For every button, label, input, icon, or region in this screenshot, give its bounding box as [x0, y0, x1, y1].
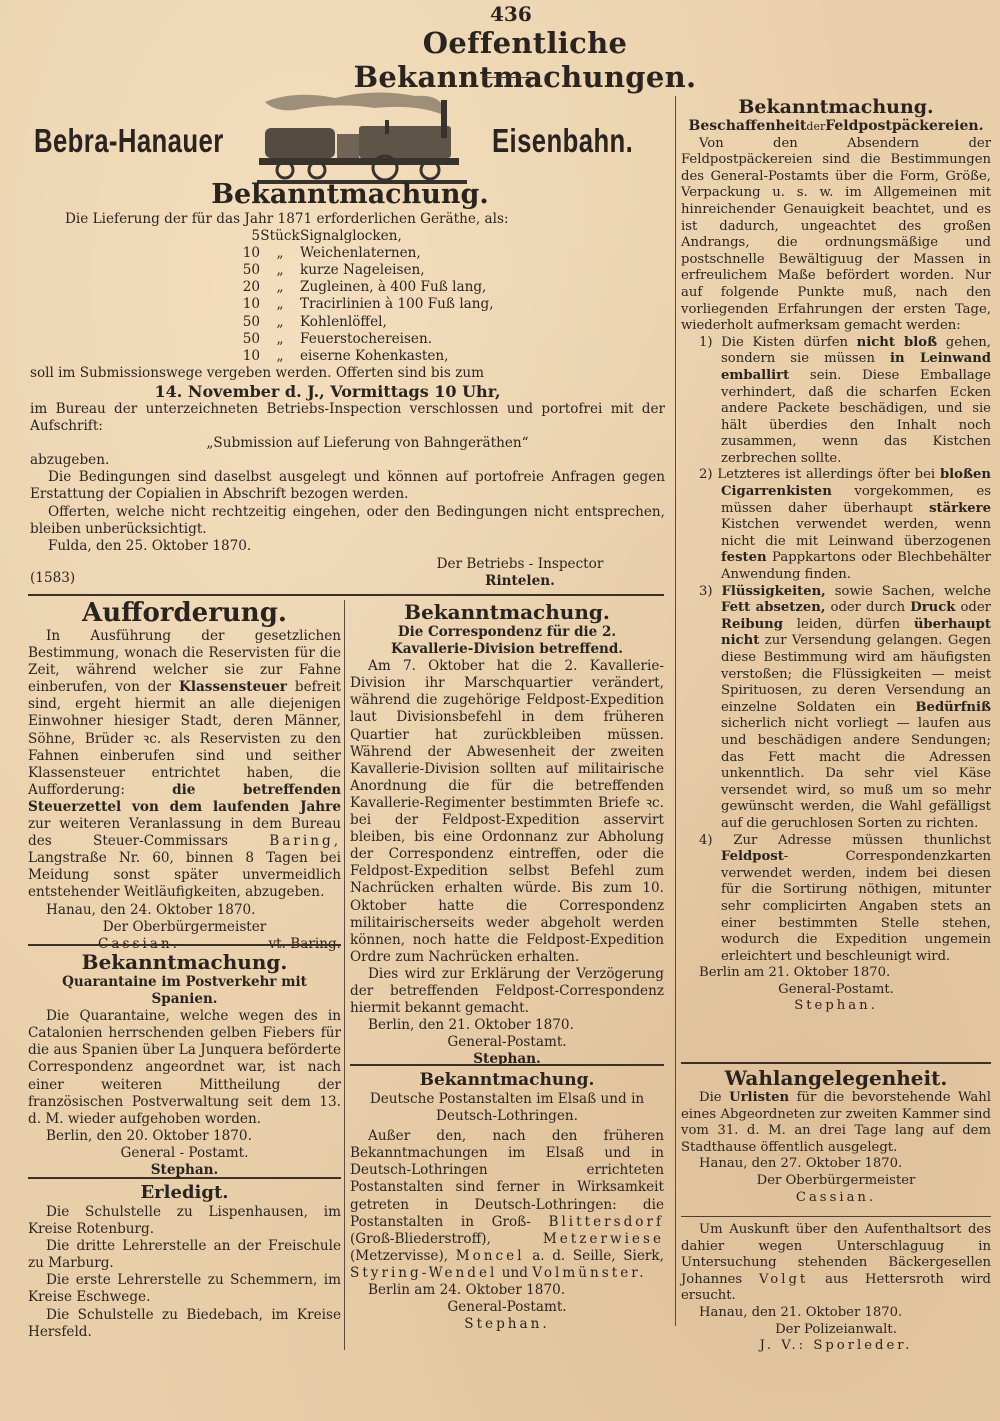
section-divider	[350, 1064, 664, 1066]
notice-date: Berlin, den 21. Oktober 1870.	[368, 1017, 574, 1034]
body-text: vorgekommen, es müssen daher überhaupt	[721, 484, 991, 516]
notice-heading: Bekanntmachung.	[419, 1070, 595, 1090]
signature-block	[400, 556, 640, 590]
notice-feldpost	[681, 96, 991, 1015]
item-quantity: 50	[242, 330, 260, 347]
page-title: Oeffentliche Bekanntmachungen.	[353, 26, 697, 94]
item-row	[220, 228, 665, 245]
point-number: 1)	[699, 334, 713, 350]
signer-name: Stephan.	[794, 998, 878, 1014]
signer-name: Stephan.	[473, 1051, 541, 1068]
emphasis-text: bloßen Cigarrenkisten	[721, 467, 991, 500]
body-text: Um Auskunft über den Aufenthaltsort des dahier wegen Unterschlaguug in Untersuchung stehenden Bäckergesellen Johannes	[681, 1222, 991, 1287]
notice-quarantaine	[28, 950, 341, 1179]
signer-title: General-Postamt.	[447, 1299, 567, 1316]
signer-title: General-Postamt.	[778, 981, 894, 997]
notice-heading: Wahlangelegenheit.	[724, 1066, 948, 1090]
item-quantity: 50	[242, 262, 260, 279]
place-name: Blittersdorf	[548, 1213, 664, 1230]
notice-subheading: Beschaffenheit	[688, 118, 807, 134]
notice-subheading: Quarantaine im Postverkehr mit Spanien.	[62, 974, 307, 1008]
body-text: In Ausführung der gesetzlichen Bestimmung, wonach die Reservisten für die Zeit, während welcher sie zur Fahne einberufen, von der	[28, 628, 341, 696]
section-divider	[681, 1062, 991, 1064]
body-text: sowie Sachen, welche	[834, 583, 991, 599]
point-2	[699, 467, 991, 583]
item-unit: „	[276, 347, 284, 364]
submission-line: soll im Submissionswege vergeben werden. Offerten sind bis zum	[30, 364, 485, 381]
person-name: Volgt	[759, 1271, 809, 1287]
body-text: und	[501, 1264, 528, 1281]
abzugeben-line: abzugeben.	[30, 452, 110, 469]
item-unit: „	[276, 262, 284, 279]
intro-line: Die Lieferung der für das Jahr 1871 erforderlichen Geräthe, als:	[65, 211, 509, 227]
emphasis-text: Druck	[910, 600, 956, 616]
item-quantity: 10	[242, 296, 260, 313]
point-number: 3)	[699, 583, 713, 599]
vacancy-item: Die Schulstelle zu Biedebach, im Kreise Hersfeld.	[28, 1306, 341, 1340]
column-divider-right	[675, 96, 676, 1326]
vacancy-item: Die erste Lehrerstelle zu Schemmern, im Kreise Eschwege.	[28, 1272, 341, 1306]
item-unit: „	[276, 279, 284, 296]
item-unit: Stück	[260, 228, 300, 245]
body-text: sein. Diese Emballage verhindert, daß die scharfen Ecken andere Packete beschädigen, und sie hält überdies den Inhalt noch zusammen, wenn das Kistchen zerbrechen sollte.	[721, 367, 991, 466]
notice-subheading: Deutsche Postanstalten im Elsaß und in Deutsch-Lothringen.	[369, 1091, 645, 1125]
body-text: sicherlich nicht vorliegt — laufen aus und beschädigen andere Sendungen; das Fett macht die Adressen unkenntlich. Da sehr viel Käse versendet wird, so muß um so mehr gewünscht werden, die Wahl gefälligst auf die geruchlosen Sorten zu richten.	[721, 716, 991, 831]
emphasis-text: Urlisten	[729, 1090, 790, 1105]
signer-deputy: vt. Baring.	[268, 935, 341, 952]
point-1	[699, 335, 991, 468]
emphasis-text: Flüssigkeiten,	[721, 583, 826, 599]
item-quantity: 5	[251, 228, 260, 245]
signer-title: General-Postamt.	[447, 1034, 567, 1051]
item-name: Kohlenlöffel,	[300, 313, 387, 330]
item-row	[220, 296, 665, 313]
notice-heading: Bekanntmachung.	[404, 600, 610, 624]
notice-heading: Bekanntmachung.	[738, 96, 934, 118]
item-row	[220, 262, 665, 279]
section-divider	[28, 944, 341, 946]
notice-erledigt	[28, 1182, 341, 1341]
item-list	[30, 228, 665, 365]
section-divider	[28, 594, 664, 596]
title-divider	[482, 77, 537, 78]
body-text: Letzteres ist allerdings öfter bei	[717, 467, 936, 483]
signer-name: Stephan.	[464, 1316, 550, 1333]
notice-heading: Bekanntmachung.	[211, 179, 489, 210]
notice-date: Fulda, den 25. Oktober 1870.	[48, 537, 252, 554]
notice-aufforderung	[28, 598, 341, 953]
notice-lothringen	[350, 1070, 664, 1333]
item-quantity: 50	[242, 313, 260, 330]
item-unit: „	[276, 245, 284, 262]
notice-kavallerie	[350, 600, 664, 1068]
subheading-article: der	[806, 120, 826, 133]
emphasis-text: Bedürfniß	[915, 699, 991, 715]
item-name: kurze Nageleisen,	[300, 262, 425, 279]
column-divider-middle	[344, 600, 345, 1350]
bureau-line: im Bureau der unterzeichneten Betriebs-Inspection verschlossen und portofrei mit der Aufschrift:	[30, 400, 665, 435]
emphasis-text: Fett absetzen,	[721, 600, 826, 616]
item-quantity: 20	[242, 279, 260, 296]
body-text: Zur Adresse müssen thunlichst	[733, 832, 991, 848]
item-name: Weichenlaternen,	[300, 245, 421, 262]
body-text: aus Hettersroth wird ersucht.	[681, 1271, 991, 1304]
locomotive-illustration	[255, 90, 470, 185]
body-text: Dies wird zur Erklärung der Verzögerung der betreffenden Feldpost-Correspondenz hiermit bekannt gemacht.	[350, 965, 664, 1017]
item-quantity: 10	[242, 245, 260, 262]
point-3	[699, 584, 991, 833]
emphasis-text: Klassensteuer	[179, 679, 287, 696]
emphasis-text: Feldpost	[721, 849, 784, 865]
emphasis-text: in Leinwand emballirt	[721, 351, 992, 383]
company-name-left: Bebra-Hanauer	[34, 122, 224, 159]
signer-title: Der Oberbürgermeister	[102, 918, 267, 935]
item-unit: „	[276, 330, 284, 347]
item-row	[220, 348, 665, 365]
notice-date: Berlin, den 20. Oktober 1870.	[46, 1127, 252, 1144]
page-number: 436	[490, 2, 532, 26]
signer-name: Cassian.	[98, 935, 180, 952]
body-text: Die Quarantaine, welche wegen des in Catalonien herrschenden gelben Fiebers für die aus Spanien über La Junquera beförderte Correspondenz angeordnet war, ist nach einer weiteren Mittheilung der französischen Postverwaltung seit dem 13. d. M. wieder aufgehoben worden.	[28, 1008, 341, 1127]
signer-title: Der Betriebs - Inspector	[436, 556, 604, 572]
place-name: Moncel	[455, 1247, 525, 1264]
item-unit: „	[276, 313, 284, 330]
item-name: Zugleinen, à 400 Fuß lang,	[300, 279, 487, 296]
notice-date: Berlin am 24. Oktober 1870.	[368, 1282, 566, 1299]
body-text: Die	[699, 1090, 722, 1105]
body-text: a. d. Seille, Sierk,	[532, 1247, 664, 1264]
emphasis-text: die betreffenden Steuerzettel von dem laufenden Jahre	[28, 781, 341, 815]
point-number: 4)	[699, 832, 713, 848]
notice-heading: Aufforderung.	[82, 598, 287, 628]
place-name: Volmünster.	[532, 1264, 647, 1281]
body-text: oder	[960, 600, 991, 616]
vacancy-item: Die Schulstelle zu Lispenhausen, im Kreise Rotenburg.	[28, 1204, 341, 1238]
signer-title: General - Postamt.	[120, 1144, 249, 1161]
emphasis-text: festen	[721, 550, 767, 566]
body-text: Am 7. Oktober hat die 2. Kavallerie-Division ihr Marschquartier verändert, während die zugehörige Feldpost-Expedition laut Divisionsbefehl in dem früheren Quartier hat zurückbleiben müssen. Während der Abwesenheit der zweiten Kavallerie-Division sollten auf militairische Anordnung die für die betreffenden Kavallerie-Regimenter bestimmten Briefe ꝛc. bei der Feldpost-Expedition asservirt bleiben, bis eine Ordonnanz zur Abholung der Correspondenz eintreffen, oder die Feldpost-Expedition selbst Befehl zum Nachrücken erhalten würde. Bis zum 10. Oktober hatte die Correspondenz militairischerseits weder abgeholt werden können, noch hatte die Feldpost-Expedition Ordre zum Nachrücken erhalten.	[350, 658, 664, 965]
body-text: Von den Absendern der Feldpostpäckereien sind die Bestimmungen des General-Postamts über die Form, Größe, Verpackung u. s. w. im Allgemeinen mit hinreichender Genauigkeit beachtet, und es ist dadurch, ungeachtet des großen Andrangs, die ordnungsmäßige und postschnelle Bewältiguug der Massen in erfreulichem Maße befördert worden. Nur auf folgende Punkte muß, nach den vorliegenden Erfahrungen der ersten Tage, wiederholt aufmerksam gemacht werden:	[681, 135, 991, 334]
notice-subheading: Die Correspondenz für die 2. Kavallerie-Division betreffend.	[391, 624, 623, 658]
body-text: Kistchen verwendet werden, wenn nicht die mit Leinwand überzogenen	[721, 517, 991, 549]
signer-name: Cassian.	[795, 1189, 877, 1205]
point-4	[699, 833, 991, 966]
signer-name: Stephan.	[150, 1162, 219, 1179]
notice-heading: Bekanntmachung.	[81, 950, 288, 974]
conditions-paragraph: Die Bedingungen sind daselbst ausgelegt und können auf portofreie Anfragen gegen Erstattung der Copialien in Abschrift bezogen werden.	[30, 469, 665, 503]
offers-paragraph: Offerten, welche nicht rechtzeitig eingehen, oder den Bedingungen nicht entsprechen, bleiben unberücksichtigt.	[30, 503, 665, 537]
notice-body	[30, 211, 665, 555]
place-name: Styring-Wendel	[350, 1264, 498, 1281]
body-text: oder durch	[830, 600, 906, 616]
section-divider	[681, 1216, 991, 1217]
item-row	[220, 245, 665, 262]
place-name: Metzerwiese	[542, 1230, 664, 1247]
item-unit: „	[276, 296, 284, 313]
body-text: für die bevorstehende Wahl eines Abgeordneten zur zweiten Kammer sind vom 31. d. M. an drei Tage lang auf dem Stadthause öffentlich ausgelegt.	[681, 1090, 992, 1155]
vacancy-list	[28, 1204, 341, 1341]
notice-date: Hanau, den 21. Oktober 1870.	[699, 1304, 903, 1320]
body-text: zur Versendung gelangen. Gegen diese Bestimmung wird am häufigsten verstoßen; die Flüssigkeiten — meist Spirituosen, zu deren Versendung an einzelne Soldaten ein	[721, 633, 991, 715]
signer-title: Der Oberbürgermeister	[756, 1172, 916, 1188]
item-name: Feuerstochereisen.	[300, 330, 433, 347]
deadline: 14. November d. J., Vormittags 10 Uhr,	[154, 381, 501, 401]
section-divider	[28, 1177, 341, 1179]
item-row	[220, 331, 665, 348]
item-row	[220, 279, 665, 296]
body-text: zur weiteren Veranlassung in dem Bureau des Steuer-Commissars	[28, 816, 341, 850]
emphasis-text: Reibung	[721, 616, 783, 632]
name-text: Baring,	[269, 833, 342, 850]
emphasis-text: überhaupt nicht	[721, 616, 991, 649]
company-name-right: Eisenbahn.	[492, 122, 634, 159]
body-text: Außer den, nach den früheren Bekanntmachungen im Elsaß und in Deutsch-Lothringen errichteten Postanstalten sind ferner in Wirksamkeit getreten in Deutsch-Lothringen: die Postanstalten in Groß-	[350, 1128, 664, 1230]
body-text: (Groß-Bliederstroff),	[350, 1230, 491, 1247]
notice-date: Hanau, den 24. Oktober 1870.	[46, 901, 256, 918]
item-quantity: 10	[242, 347, 260, 364]
item-name: Signalglocken,	[300, 228, 402, 245]
body-text: - Correspondenzkarten verwendet werden, indem bei diesen für die Sortirung nöthigen, mitunter sehr complicirten Angaben stets an einer bestimmten Stelle stehen, wodurch die Expedition ungemein erleichtert und beschleunigt wird.	[721, 849, 991, 964]
vacancy-item: Die dritte Lehrerstelle an der Freischule zu Marburg.	[28, 1238, 341, 1272]
notice-wahl	[681, 1066, 991, 1206]
emphasis-text: nicht bloß	[856, 334, 938, 350]
signer-name: Rintelen.	[485, 573, 555, 590]
point-number: 2)	[699, 467, 713, 483]
body-text: Langstraße Nr. 60, binnen 8 Tagen bei Meidung sonst später unvermeidlich entstehender Weitläufigkeiten, abzugeben.	[28, 850, 341, 901]
notice-date: Hanau, den 27. Oktober 1870.	[699, 1156, 903, 1172]
body-text: befreit sind, ergeht hiermit an alle diejenigen Einwohner hiesiger Stadt, deren Männer, Söhne, Brüder ꝛc. als Reservisten zu den Fahnen einberufen sind und seither Klassensteuer entrichtet haben, die Aufforderung:	[28, 679, 342, 798]
inscription: „Submission auf Lieferung von Bahngeräthen“	[206, 435, 529, 452]
body-text: (Metzervisse),	[350, 1247, 449, 1264]
item-row	[220, 314, 665, 331]
notice-heading: Erledigt.	[140, 1182, 229, 1203]
notice-subheading: Feldpostpäckereien.	[825, 118, 984, 134]
body-text: Die Kisten dürfen	[721, 334, 848, 350]
emphasis-text: stärkere	[929, 500, 991, 516]
reference-number: (1583)	[30, 570, 76, 586]
body-text: leiden, dürfen	[796, 616, 901, 632]
signer-title: Der Polizeianwalt.	[775, 1321, 897, 1337]
body-text: gehen, sondern sie müssen	[721, 334, 991, 367]
notice-date: Berlin am 21. Oktober 1870.	[699, 965, 891, 981]
item-name: Tracirlinien à 100 Fuß lang,	[300, 296, 494, 313]
body-text: Pappkartons oder Blechbehälter Anwendung finden.	[721, 550, 991, 583]
notice-auskunft	[681, 1222, 991, 1355]
item-name: eiserne Kohenkasten,	[300, 347, 449, 364]
signer-name: J. V.: Sporleder.	[759, 1338, 913, 1354]
